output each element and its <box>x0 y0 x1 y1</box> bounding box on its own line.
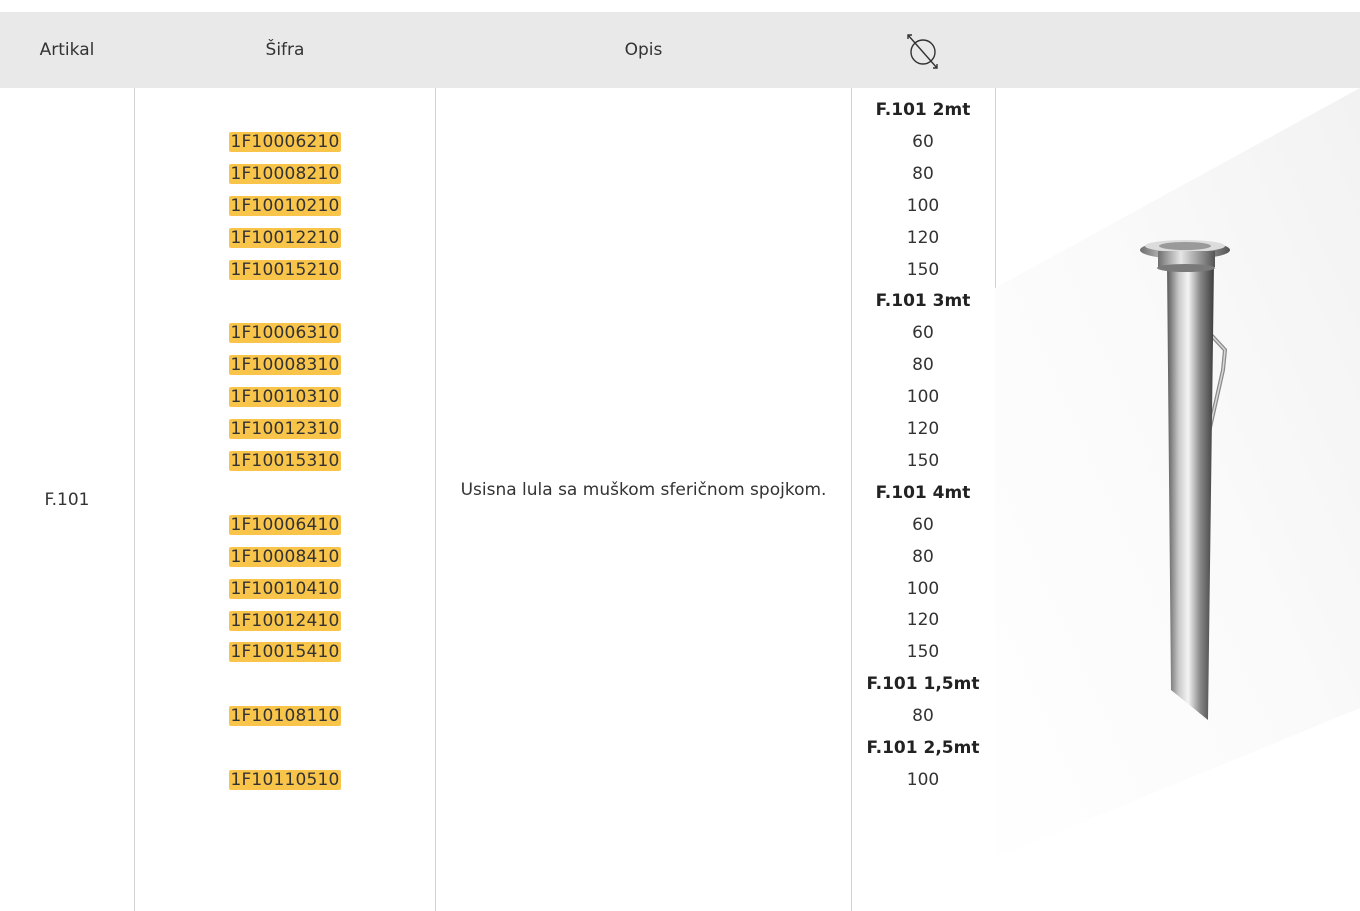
diameter-value: 150 <box>906 642 940 663</box>
code-cell <box>134 573 436 605</box>
code-value: 1F10110510 <box>230 770 340 790</box>
length-group-label: F.101 2,5mt <box>866 738 980 758</box>
diameter-value: 100 <box>906 578 940 599</box>
header-artikal: Artikal <box>39 40 95 60</box>
diameter-value: 60 <box>912 323 934 344</box>
code-cell <box>134 222 436 254</box>
code-value: 1F10008310 <box>230 355 340 376</box>
code-value: 1F10015410 <box>230 642 340 663</box>
code-value: 1F10006210 <box>230 132 340 152</box>
length-group-label: F.101 3mt <box>875 291 971 312</box>
diameter-value: 100 <box>906 387 940 408</box>
diameter-value: 80 <box>912 355 934 376</box>
length-group-label: F.101 4mt <box>875 482 971 503</box>
code-cell <box>134 126 436 158</box>
code-value: 1F10010210 <box>230 195 340 216</box>
product-image <box>995 88 1360 911</box>
code-cell <box>134 413 436 445</box>
code-cell <box>134 700 436 732</box>
code-cell <box>134 381 436 413</box>
code-cell <box>134 605 436 637</box>
table-header <box>0 12 1360 88</box>
diameter-value: 100 <box>906 769 940 790</box>
diameter-value: 150 <box>906 259 940 280</box>
diameter-icon <box>903 28 943 72</box>
code-cell <box>134 158 436 190</box>
code-cell <box>134 636 436 668</box>
diameter-value: 80 <box>912 546 934 567</box>
code-value: 1F10010410 <box>230 578 340 599</box>
diameter-value: 120 <box>906 419 940 439</box>
code-value: 1F10010310 <box>230 387 340 408</box>
code-value: 1F10015210 <box>230 259 340 280</box>
header-opis: Opis <box>624 40 663 60</box>
suction-pipe-image <box>995 88 1360 911</box>
code-value: 1F10012210 <box>230 227 340 248</box>
diameter-value: 60 <box>912 131 934 152</box>
code-value: 1F10108110 <box>230 706 340 727</box>
diameter-value: 120 <box>906 227 940 248</box>
top-strip <box>0 0 1360 12</box>
code-value: 1F10012310 <box>230 419 340 440</box>
code-value: 1F10012410 <box>230 610 340 631</box>
code-value: 1F10006310 <box>230 323 340 344</box>
code-cell <box>134 764 436 796</box>
diameter-value: 100 <box>906 195 940 216</box>
diameter-value: 150 <box>906 450 940 471</box>
length-group-label: F.101 2mt <box>875 100 971 120</box>
diameter-value: 120 <box>906 610 940 631</box>
diameter-value: 80 <box>912 163 934 184</box>
header-sifra: Šifra <box>265 40 305 60</box>
code-value: 1F10008210 <box>230 163 340 184</box>
code-cell <box>134 254 436 286</box>
code-value: 1F10008410 <box>230 546 340 567</box>
code-value: 1F10015310 <box>230 451 340 471</box>
length-group-label: F.101 1,5mt <box>866 674 980 695</box>
artikal-cell: F.101 <box>44 489 90 510</box>
code-cell <box>134 509 436 541</box>
code-value: 1F10006410 <box>230 514 340 535</box>
diameter-value: 60 <box>912 514 934 535</box>
header-diameter <box>851 12 995 88</box>
code-cell <box>134 541 436 573</box>
code-cell <box>134 445 436 477</box>
opis-cell: Usisna lula sa muškom sferičnom spojkom. <box>460 480 827 500</box>
diameter-value: 80 <box>912 706 934 727</box>
code-cell <box>134 349 436 381</box>
code-cell <box>134 190 436 222</box>
header-image-column <box>995 12 1360 88</box>
code-cell <box>134 317 436 349</box>
